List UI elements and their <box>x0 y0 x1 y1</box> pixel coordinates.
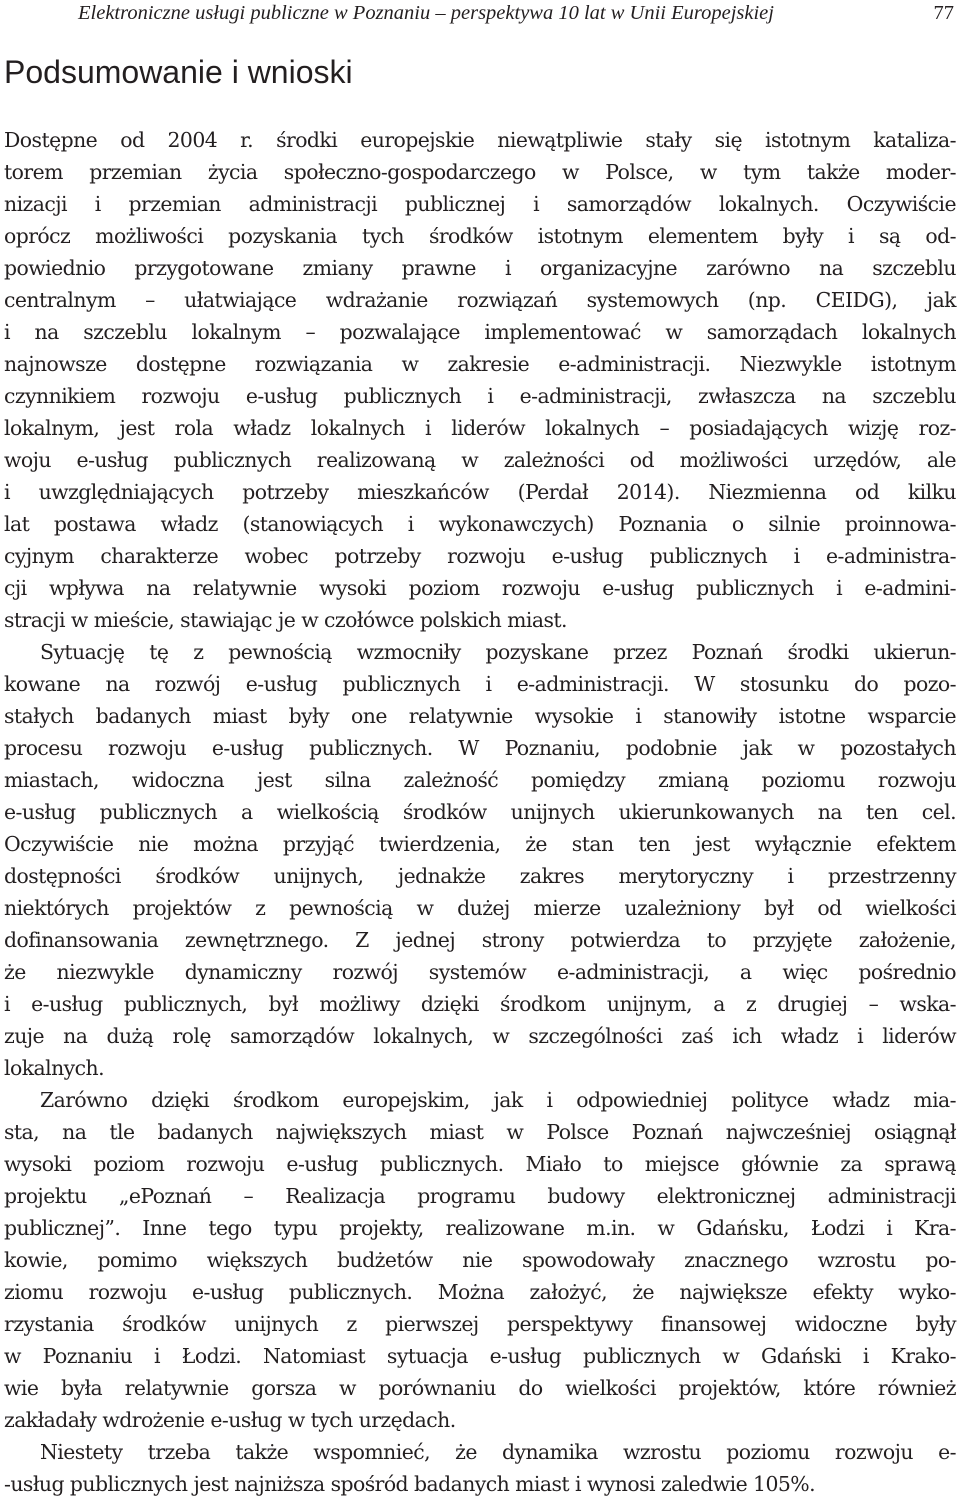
text-line: sta, na tle badanych największych miast w Polsce Poznań najwcześniej osiągnął <box>4 1120 956 1144</box>
text-line: lat postawa władz (stanowiących i wykonawczych) Poznania o silnie proinnowa- <box>4 512 956 536</box>
body-text <box>4 124 956 1500</box>
page-number: 77 <box>933 2 954 24</box>
running-header <box>78 2 954 30</box>
text-line: procesu rozwoju e-usług publicznych. W Poznaniu, podobnie jak w pozostałych <box>4 736 956 760</box>
text-line: niektórych projektów z pewnością w dużej mierze uzależniony był od wielkości <box>4 896 956 920</box>
text-line: i na szczeblu lokalnym – pozwalające implementować w samorządach lokalnych <box>4 320 956 344</box>
text-line: miastach, widoczna jest silna zależność pomiędzy zmianą poziomu rozwoju <box>4 768 956 792</box>
text-line: projektu „ePoznań – Realizacja programu budowy elektronicznej administracji <box>4 1184 956 1208</box>
text-line: cji wpływa na relatywnie wysoki poziom rozwoju e-usług publicznych i e-admini- <box>4 576 956 600</box>
text-line: publicznej”. Inne tego typu projekty, realizowane m.in. w Gdańsku, Łodzi i Kra- <box>4 1216 956 1240</box>
text-line: Niestety trzeba także wspomnieć, że dynamika wzrostu poziomu rozwoju e- <box>40 1440 956 1464</box>
text-line: rzystania środków unijnych z pierwszej perspektywy finansowej widoczne były <box>4 1312 956 1336</box>
text-line: wysoki poziom rozwoju e-usług publicznych. Miało to miejsce głównie za sprawą <box>4 1152 956 1176</box>
text-line: Zarówno dzięki środkom europejskim, jak i odpowiedniej polityce władz mia- <box>40 1088 956 1112</box>
text-line: oprócz możliwości pozyskania tych środków istotnym elementem były i są od- <box>4 224 956 248</box>
text-line: torem przemian życia społeczno-gospodarczego w Polsce, w tym także moder- <box>4 160 956 184</box>
text-line: wie była relatywnie gorsza w porównaniu do wielkości projektów, które również <box>4 1376 956 1400</box>
paragraph <box>4 1436 956 1500</box>
text-line: najnowsze dostępne rozwiązania w zakresie e-administracji. Niezwykle istotnym <box>4 352 956 376</box>
paragraph <box>4 636 956 1084</box>
text-line: dostępności środków unijnych, jednakże zakres merytoryczny i przestrzenny <box>4 864 956 888</box>
paragraph <box>4 124 956 636</box>
text-line: Oczywiście nie można przyjąć twierdzenia, że stan ten jest wyłącznie efektem <box>4 832 956 856</box>
text-line: lokalnych. <box>4 1056 105 1080</box>
text-line: ziomu rozwoju e-usług publicznych. Można założyć, że największe efekty wyko- <box>4 1280 956 1304</box>
text-line: i e-usług publicznych, był możliwy dzięki środkom unijnym, a z drugiej – wska- <box>4 992 956 1016</box>
text-line: zakładały wdrożenie e-usług w tych urzędach. <box>4 1408 456 1432</box>
text-line: czynnikiem rozwoju e-usług publicznych i e-administracji, zwłaszcza na szczeblu <box>4 384 956 408</box>
text-line: powiednio przygotowane zmiany prawne i organizacyjne zarówno na szczeblu <box>4 256 956 280</box>
text-line: stracji w mieście, stawiając je w czołówce polskich miast. <box>4 608 567 632</box>
text-line: stałych badanych miast były one relatywnie wysokie i stanowiły istotne wsparcie <box>4 704 956 728</box>
text-line: Dostępne od 2004 r. środki europejskie niewątpliwie stały się istotnym kataliza- <box>4 128 956 152</box>
text-line: -usług publicznych jest najniższa spośród badanych miast i wynosi zaledwie 105%. <box>4 1472 816 1496</box>
paragraph <box>4 1084 956 1436</box>
text-line: cyjnym charakterze wobec potrzeby rozwoju e-usług publicznych i e-administra- <box>4 544 956 568</box>
text-line: Sytuację tę z pewnością wzmocniły pozyskane przez Poznań środki ukierun- <box>40 640 956 664</box>
text-line: kowane na rozwój e-usług publicznych i e-administracji. W stosunku do pozo- <box>4 672 956 696</box>
text-line: że niezwykle dynamiczny rozwój systemów e-administracji, a więc pośrednio <box>4 960 956 984</box>
text-line: w Poznaniu i Łodzi. Natomiast sytuacja e-usług publicznych w Gdański i Krako- <box>4 1344 956 1368</box>
text-line: e-usług publicznych a wielkością środków unijnych ukierunkowanych na ten cel. <box>4 800 956 824</box>
text-line: nizacji i przemian administracji publicznej i samorządów lokalnych. Oczywiście <box>4 192 956 216</box>
text-line: lokalnym, jest rola władz lokalnych i liderów lokalnych – posiadających wizję roz- <box>4 416 956 440</box>
running-title: Elektroniczne usługi publiczne w Poznaniu – perspektywa 10 lat w Unii Europejskiej <box>78 2 774 24</box>
text-line: kowie, pomimo większych budżetów nie spowodowały znacznego wzrostu po- <box>4 1248 956 1272</box>
text-line: i uwzględniających potrzeby mieszkańców (Perdał 2014). Niezmienna od kilku <box>4 480 956 504</box>
text-line: zuje na dużą rolę samorządów lokalnych, w szczególności zaś ich władz i liderów <box>4 1024 956 1048</box>
section-title: Podsumowanie i wnioski <box>4 54 353 90</box>
text-line: dofinansowania zewnętrznego. Z jednej strony potwierdza to przyjęte założenie, <box>4 928 956 952</box>
text-line: woju e-usług publicznych realizowaną w zależności od możliwości urzędów, ale <box>4 448 956 472</box>
text-line: centralnym – ułatwiające wdrażanie rozwiązań systemowych (np. CEIDG), jak <box>4 288 956 312</box>
